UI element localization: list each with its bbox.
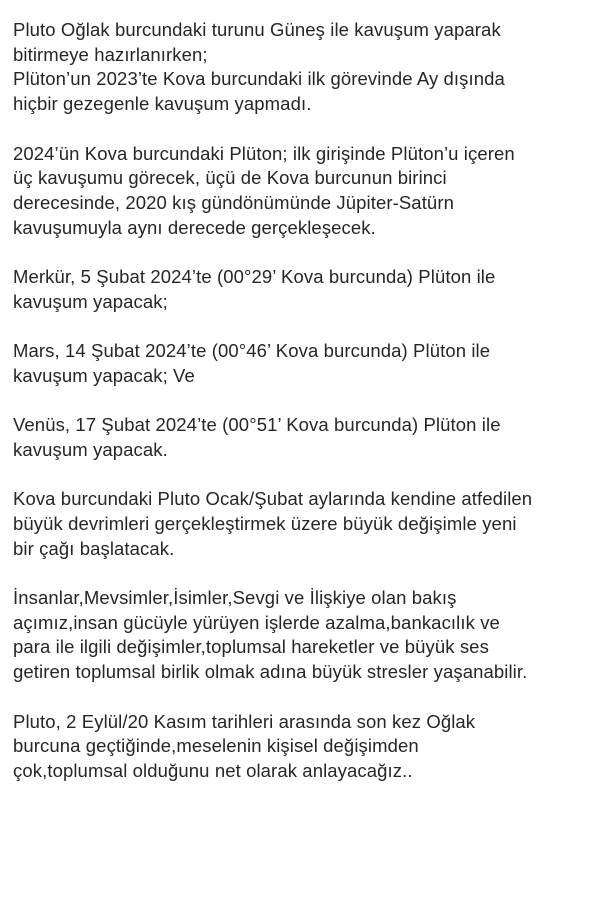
paragraph-conjunctions-overview: [13, 142, 597, 241]
text-line: kavuşum yapacak;: [13, 290, 168, 312]
text-line: kavuşum yapacak; Ve: [13, 364, 195, 386]
text-line: kavuşum yapacak.: [13, 438, 168, 460]
paragraph-changes: [13, 586, 597, 685]
text-line: Pluto Oğlak burcundaki turunu Güneş ile kavuşum yaparak: [13, 19, 501, 40]
text-line: İnsanlar,Mevsimler,İsimler,Sevgi ve İlişkiye olan bakış: [13, 587, 457, 609]
paragraph-venus: [13, 413, 597, 462]
text-line: Merkür, 5 Şubat 2024’te (00°29’ Kova burcunda) Plüton ile: [13, 266, 496, 287]
text-line: açımız,insan gücüyle yürüyen işlerde azalma,bankacılık ve: [13, 611, 500, 633]
paragraph-mars: [13, 339, 597, 388]
document-body: [13, 18, 597, 784]
text-line: Venüs, 17 Şubat 2024’te (00°51’ Kova burcunda) Plüton ile: [13, 414, 501, 436]
text-line: derecesinde, 2020 kış gündönümünde Jüpiter-Satürn: [13, 191, 454, 213]
text-line: bir çağı başlatacak.: [13, 537, 175, 559]
paragraph-new-era: [13, 487, 597, 561]
text-line: getiren toplumsal birlik olmak adına büyük stresler yaşanabilir.: [13, 661, 528, 683]
paragraph-intro: [13, 18, 597, 117]
text-line: büyük devrimleri gerçekleştirmek üzere büyük değişimle yeni: [13, 512, 517, 534]
text-line: Plüton’un 2023’te Kova burcundaki ilk görevinde Ay dışında: [13, 68, 505, 90]
text-line: çok,toplumsal olduğunu net olarak anlayacağız..: [13, 759, 413, 781]
text-line: burcuna geçtiğinde,meselenin kişisel değişimden: [13, 735, 419, 757]
text-line: para ile ilgili değişimler,toplumsal hareketler ve büyük ses: [13, 636, 489, 658]
text-line: Mars, 14 Şubat 2024’te (00°46’ Kova burcunda) Plüton ile: [13, 340, 491, 362]
text-line: Pluto, 2 Eylül/20 Kasım tarihleri arasında son kez Oğlak: [13, 710, 476, 732]
text-line: kavuşumuyla aynı derecede gerçekleşecek.: [13, 216, 376, 238]
text-line: 2024’ün Kova burcundaki Plüton; ilk girişinde Plüton’u içeren: [13, 142, 515, 164]
text-line: üç kavuşumu görecek, üçü de Kova burcunun birinci: [13, 167, 447, 189]
text-line: bitirmeye hazırlanırken;: [13, 43, 208, 65]
text-line: hiçbir gezegenle kavuşum yapmadı.: [13, 93, 312, 115]
text-line: Kova burcundaki Pluto Ocak/Şubat aylarında kendine atfedilen: [13, 488, 533, 510]
paragraph-mercury: [13, 265, 597, 314]
paragraph-conclusion: [13, 710, 597, 784]
